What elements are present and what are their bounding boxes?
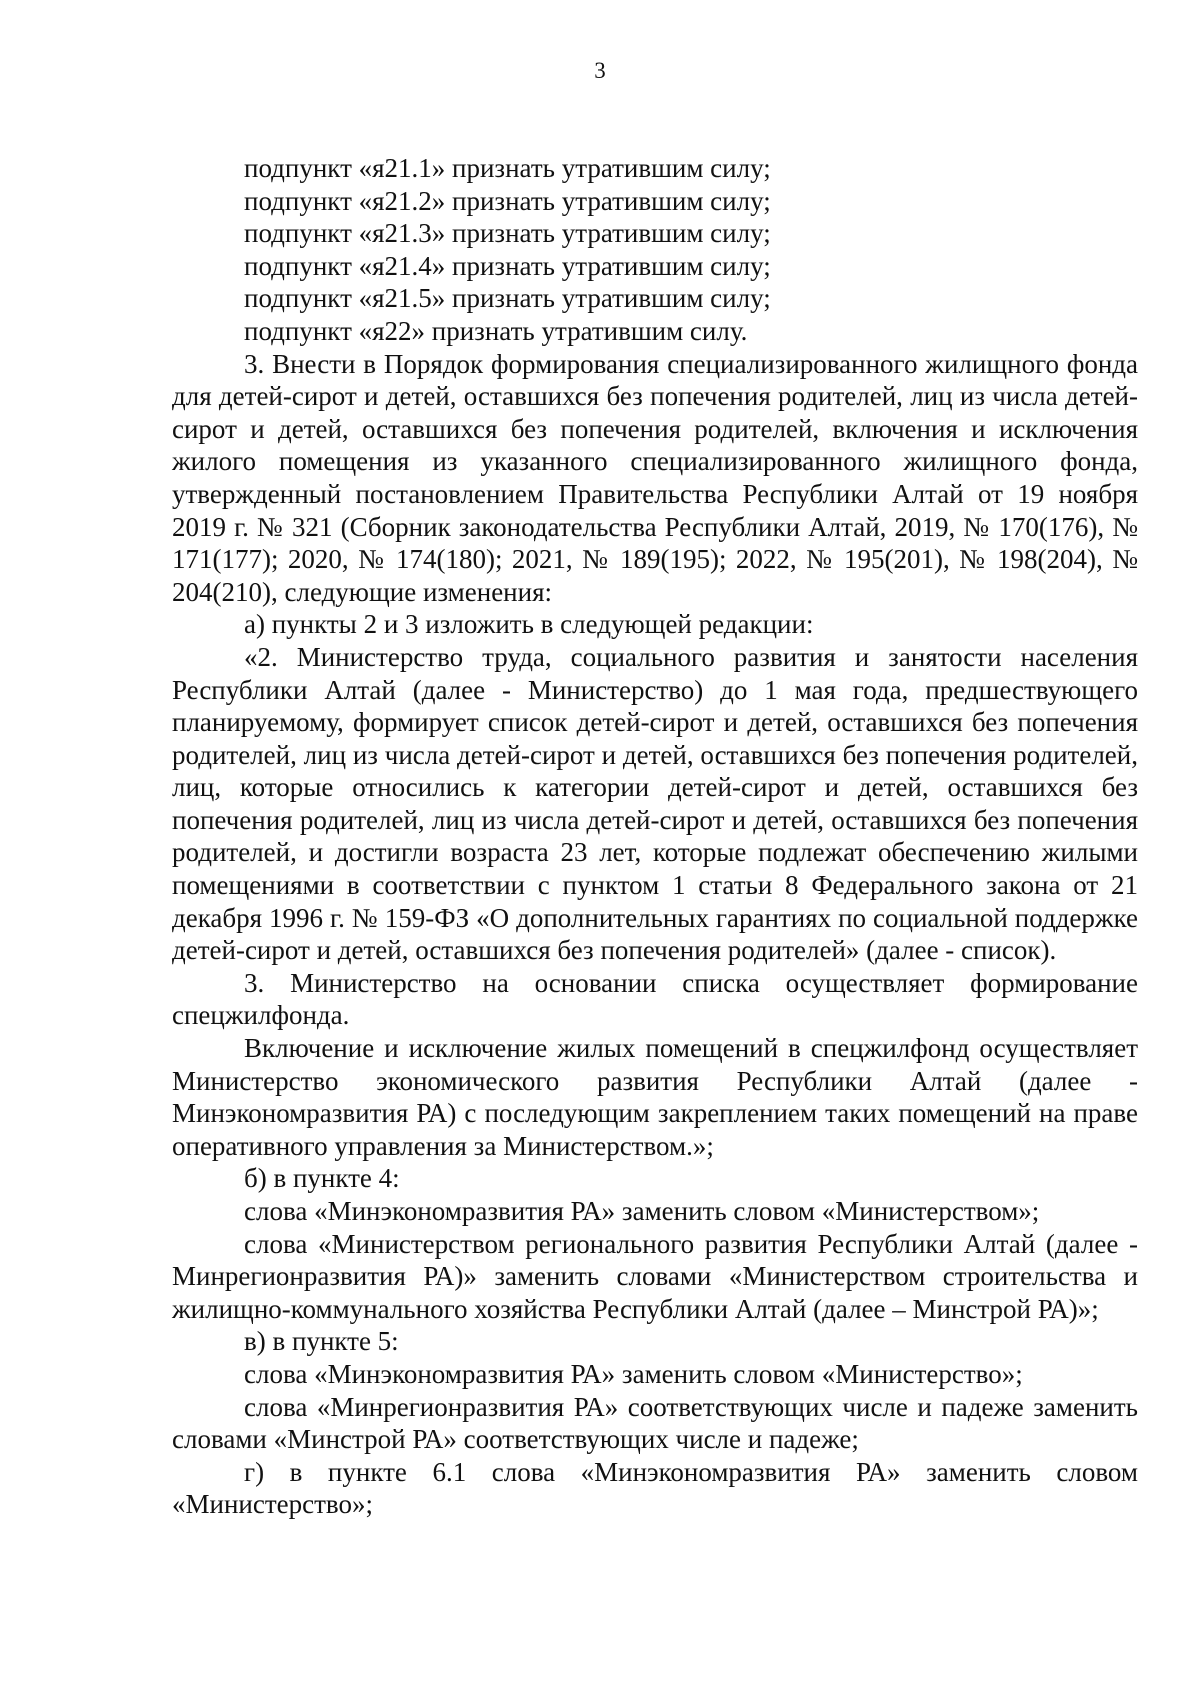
paragraph-item-3-amendments: 3. Внести в Порядок формирования специализированного жилищного фонда для детей-сирот и детей, оставшихся без попечения родителей, лиц из числа детей-сирот и детей, оставшихся без попечения родителей, включения и исключения жилого помещения из указанного специализированного жилищного фонда, утвержденный постановлением Правительства Республики Алтай от 19 ноября 2019 г. № 321 (Сборник законодательства Республики Алтай, 2019, № 170(176), № 171(177); 2020, № 174(180); 2021, № 189(195); 2022, № 195(201), № 198(204), № 204(210), следующие изменения: [172,348,1138,607]
paragraph-subitem-ya21-2: подпункт «я21.2» признать утратившим силу; [244,185,771,216]
paragraph-new-item-3: 3. Министерство на основании списка осуществляет формирование спецжилфонда. [172,967,1138,1031]
paragraph-b-words-1: слова «Минэкономразвития РА» заменить словом «Министерством»; [244,1196,1040,1226]
paragraph-v-words-2: слова «Минрегионразвития РА» соответствующих числе и падеже заменить словами «Минстрой РА» соответствующих числе и падеже; [172,1391,1138,1455]
paragraph-subitem-ya21-5: подпункт «я21.5» признать утратившим силу; [244,283,771,314]
paragraph-v: в) в пункте 5: [244,1326,399,1357]
paragraph-subitem-ya21-4: подпункт «я21.4» признать утратившим силу; [244,250,771,281]
paragraph-a: а) пункты 2 и 3 изложить в следующей редакции: [244,609,814,640]
paragraph-new-item-2: «2. Министерство труда, социального развития и занятости населения Республики Алтай (далее - Министерство) до 1 мая года, предшествующего планируемому, формирует список детей-сирот и детей, оставшихся без попечения родителей, лиц из числа детей-сирот и детей, оставшихся без попечения родителей, лиц, которые относились к категории детей-сирот и детей, оставшихся без попечения родителей, лиц из числа детей-сирот и детей, оставшихся без попечения родителей, и достигли возраста 23 лет, которые подлежат обеспечению жилыми помещениями в соответствии с пунктом 1 статьи 8 Федерального закона от 21 декабря 1996 г. № 159-ФЗ «О дополнительных гарантиях по социальной поддержке детей-сирот и детей, оставшихся без попечения родителей» (далее - список). [172,641,1138,966]
paragraph-b-words-2: слова «Министерством регионального развития Республики Алтай (далее - Минрегионразвития РА)» заменить словами «Министерством строительства и жилищно-коммунального хозяйства Республики Алтай (далее – Минстрой РА)»; [172,1228,1138,1324]
paragraph-g: г) в пункте 6.1 слова «Минэкономразвития РА» заменить словом «Министерство»; [172,1456,1138,1520]
paragraph-v-words-1: слова «Минэкономразвития РА» заменить словом «Министерство»; [244,1358,1023,1389]
paragraph-inclusion-exclusion: Включение и исключение жилых помещений в спецжилфонд осуществляет Министерство экономического развития Республики Алтай (далее - Минэкономразвития РА) с последующим закреплением таких помещений на праве оперативного управления за Министерством.»; [172,1033,1138,1161]
paragraph-b: б) в пункте 4: [244,1163,400,1194]
paragraph-subitem-ya21-3: подпункт «я21.3» признать утратившим силу; [244,218,771,249]
paragraph-subitem-ya22: подпункт «я22» признать утратившим силу. [244,315,748,346]
paragraph-subitem-ya21-1: подпункт «я21.1» признать утратившим силу; [244,153,771,183]
page-number: 3 [594,58,606,83]
document-body [172,152,1138,1521]
